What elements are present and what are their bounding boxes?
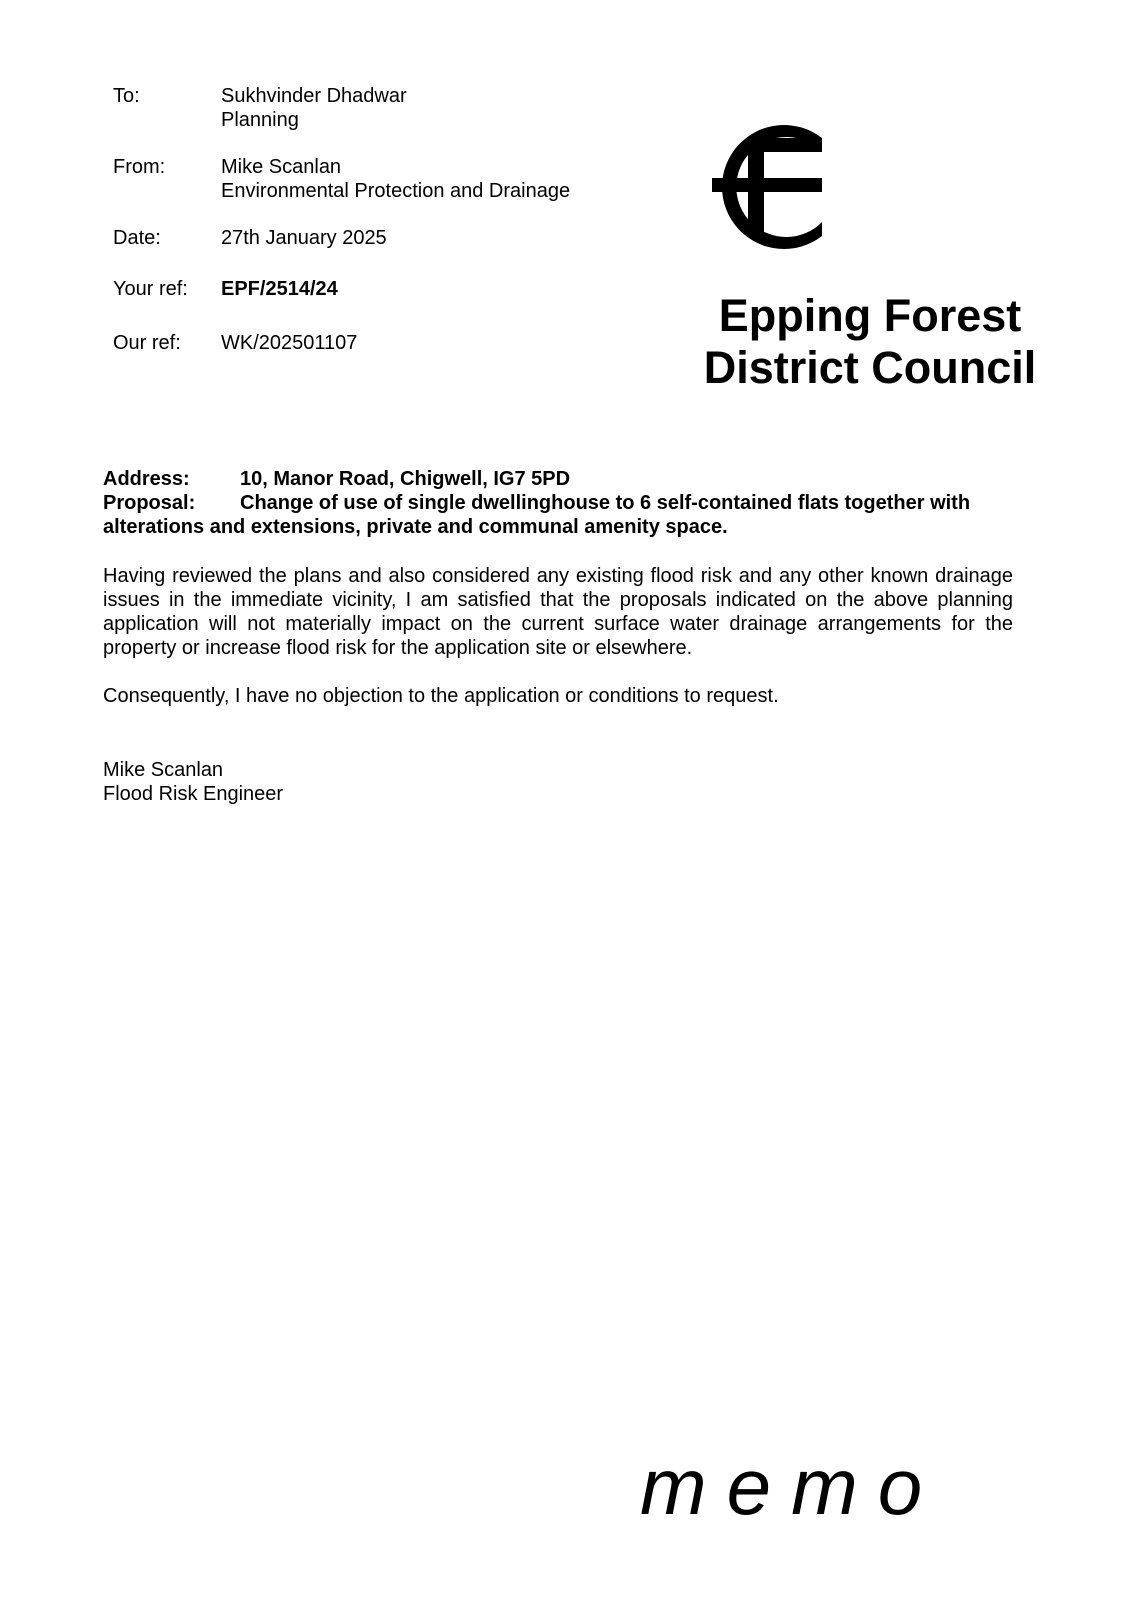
our-ref-label: Our ref: bbox=[113, 332, 181, 354]
from-value bbox=[221, 155, 570, 203]
efdc-logo-icon bbox=[712, 118, 838, 256]
signature-name: Mike Scanlan bbox=[103, 759, 224, 781]
proposal-line1: Change of use of single dwellinghouse to 6 self-contained flats together with bbox=[240, 492, 971, 514]
to-label: To: bbox=[113, 85, 140, 107]
address-label: Address: bbox=[103, 468, 190, 490]
your-ref-row bbox=[113, 277, 570, 301]
signature-block bbox=[103, 758, 283, 806]
to-name: Sukhvinder Dhadwar bbox=[221, 85, 407, 107]
address-row bbox=[103, 467, 1013, 491]
proposal-label: Proposal: bbox=[103, 492, 196, 514]
your-ref-value: EPF/2514/24 bbox=[221, 278, 338, 300]
to-value bbox=[221, 84, 570, 132]
our-ref-value: WK/202501107 bbox=[221, 332, 358, 354]
council-name-line1: Epping Forest bbox=[718, 290, 1022, 341]
council-name bbox=[690, 290, 1050, 394]
date-label: Date: bbox=[113, 227, 161, 249]
to-row bbox=[113, 84, 570, 132]
date-value: 27th January 2025 bbox=[221, 227, 387, 249]
to-dept: Planning bbox=[221, 109, 299, 131]
proposal-line2: alterations and extensions, private and communal amenity space. bbox=[103, 516, 728, 538]
from-label: From: bbox=[113, 156, 166, 178]
body-paragraph-2: Consequently, I have no objection to the application or conditions to request. bbox=[103, 685, 779, 707]
date-row bbox=[113, 226, 570, 250]
from-dept: Environmental Protection and Drainage bbox=[221, 180, 571, 202]
from-row bbox=[113, 155, 570, 203]
from-name: Mike Scanlan bbox=[221, 156, 342, 178]
address-value: 10, Manor Road, Chigwell, IG7 5PD bbox=[240, 468, 571, 490]
memo-footer: memo bbox=[640, 1442, 943, 1531]
subject-block bbox=[103, 467, 1013, 539]
your-ref-label: Your ref: bbox=[113, 278, 188, 300]
proposal-row bbox=[103, 491, 1013, 515]
council-name-line2: District Council bbox=[703, 342, 1037, 393]
body-paragraph-1: Having reviewed the plans and also considered any existing flood risk and any other known drainage issues in the immediate vicinity, I am satisfied that the proposals indicated on the above planning application will not materially impact on the current surface water drainage arrangements for the property or increase flood risk for the application site or elsewhere. bbox=[103, 565, 1013, 659]
signature-title: Flood Risk Engineer bbox=[103, 783, 284, 805]
memo-body bbox=[103, 564, 1013, 732]
memo-header bbox=[113, 84, 570, 355]
our-ref-row bbox=[113, 331, 570, 355]
